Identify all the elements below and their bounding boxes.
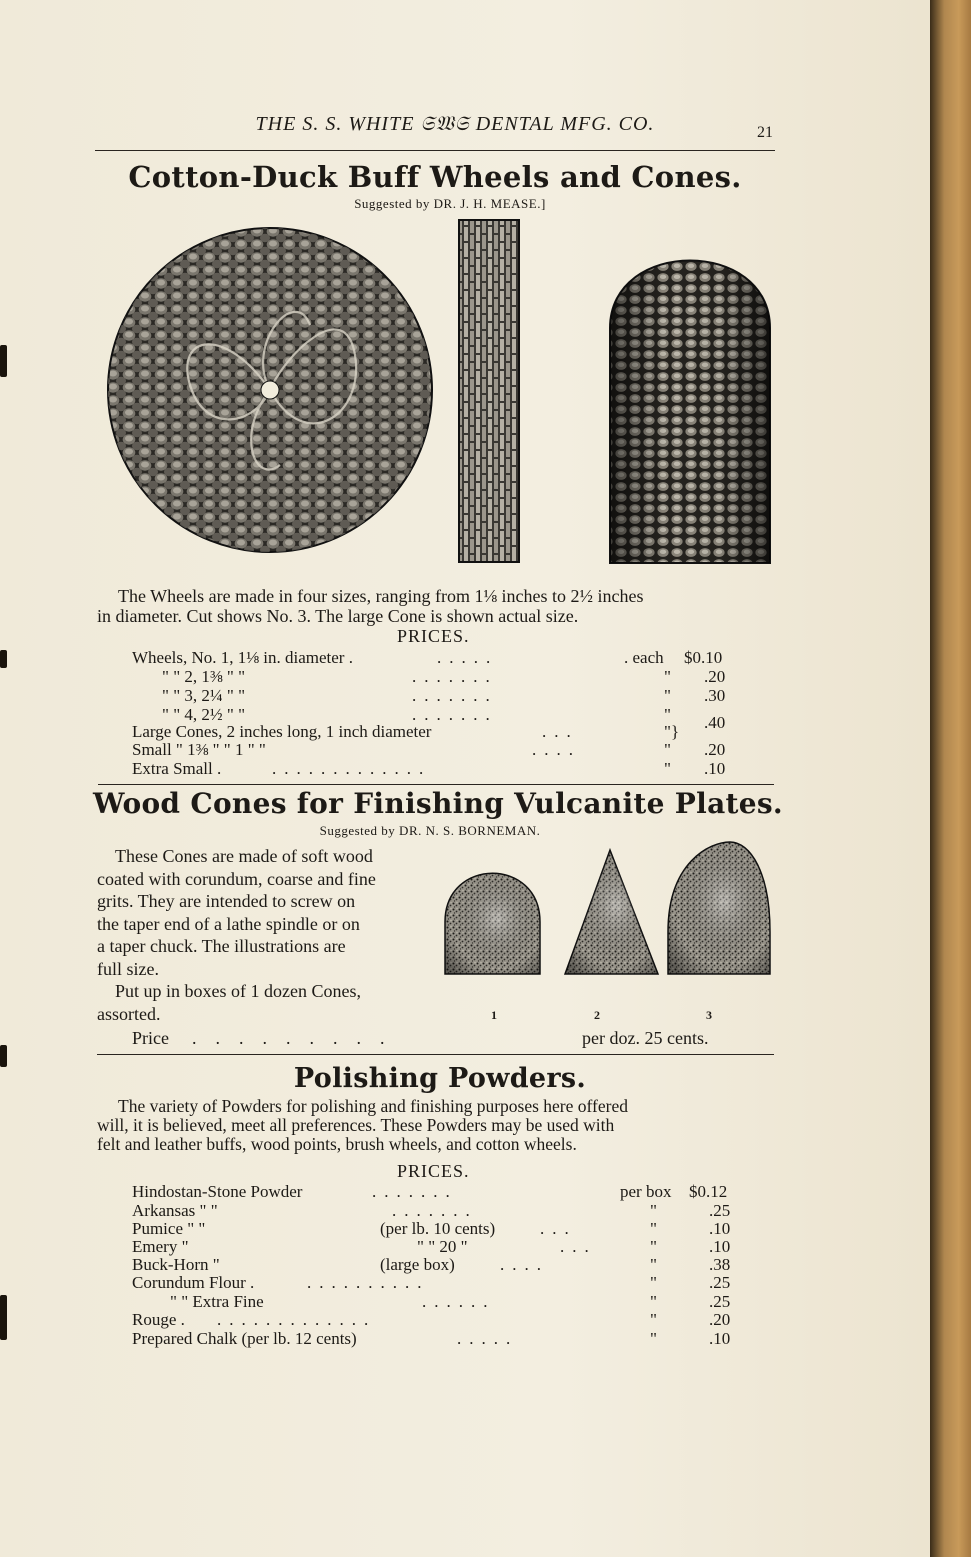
leader-dots: ............. bbox=[217, 1310, 377, 1329]
description-line: Put up in boxes of 1 dozen Cones, bbox=[115, 981, 361, 1001]
item-name: " " 4, 2½ " " bbox=[162, 705, 246, 724]
figure-number-3: 3 bbox=[706, 1008, 712, 1022]
table-row bbox=[132, 740, 742, 759]
unit-label: "} bbox=[664, 722, 680, 741]
description-line: assorted. bbox=[97, 1003, 161, 1024]
price-value: .20 bbox=[704, 667, 726, 686]
price-value: .25 bbox=[709, 1292, 731, 1311]
section-title-powders: Polishing Powders. bbox=[293, 1063, 587, 1094]
leader-dots: ... bbox=[540, 1219, 577, 1238]
table-row bbox=[132, 686, 742, 705]
table-row bbox=[132, 1310, 747, 1329]
powders-description-line-1: The variety of Powders for polishing and finishing purposes here offered bbox=[118, 1096, 628, 1116]
powders-price-table bbox=[132, 1182, 747, 1352]
description-line: coated with corundum, coarse and fine bbox=[97, 868, 376, 889]
leader-dots: ..... bbox=[437, 648, 499, 667]
description-line: a taper chuck. The illustrations are bbox=[97, 936, 346, 956]
table-row bbox=[132, 1237, 747, 1256]
wheels-description-line-1: The Wheels are made in four sizes, ranging from 1⅛ inches to 2½ inches bbox=[118, 586, 644, 606]
unit-label: " bbox=[664, 667, 671, 686]
credit-wood-cones: Suggested by DR. N. S. BORNEMAN. bbox=[319, 823, 541, 838]
unit-label: " bbox=[664, 759, 671, 778]
item-name: Corundum Flour . bbox=[132, 1273, 255, 1292]
page-number: 21 bbox=[757, 124, 773, 141]
item-name: " " 2, 1⅜ " " bbox=[162, 667, 246, 686]
table-row bbox=[132, 1219, 747, 1238]
leader-dots: .... bbox=[500, 1255, 549, 1274]
leader-dots: .... bbox=[532, 740, 581, 759]
price-value: .10 bbox=[704, 759, 726, 778]
table-row bbox=[132, 1292, 747, 1311]
price-value: .10 bbox=[709, 1219, 731, 1238]
item-note: (per lb. 10 cents) bbox=[380, 1219, 496, 1238]
item-name: Wheels, No. 1, 1⅛ in. diameter . bbox=[132, 648, 353, 667]
leader-dots: ....... bbox=[412, 667, 498, 686]
unit-label: " bbox=[650, 1255, 657, 1274]
description-line: grits. They are intended to screw on bbox=[97, 891, 356, 911]
price-value: .30 bbox=[704, 686, 726, 705]
wheels-prices-heading: PRICES. bbox=[397, 626, 470, 646]
section-title-wood-cones: Wood Cones for Finishing Vulcanite Plates. bbox=[93, 787, 783, 820]
buff-wheel-illustration bbox=[105, 225, 435, 565]
binding-mark bbox=[0, 345, 7, 377]
price-value: .20 bbox=[709, 1310, 731, 1329]
table-row bbox=[132, 1329, 747, 1348]
credit-wheels: Suggested by DR. J. H. MEASE.] bbox=[354, 196, 546, 211]
unit-label: " bbox=[664, 740, 671, 759]
item-name: Rouge . bbox=[132, 1310, 185, 1329]
powders-description-line-2: will, it is believed, meet all preferences. These Powders may be used with bbox=[97, 1115, 615, 1135]
section-rule bbox=[98, 784, 774, 785]
section-rule bbox=[97, 1054, 774, 1055]
wood-cones-price-line bbox=[132, 1028, 752, 1050]
table-row bbox=[132, 759, 742, 778]
table-row bbox=[132, 1201, 747, 1220]
wood-cones-description bbox=[97, 845, 432, 1025]
table-row bbox=[132, 1273, 747, 1292]
price-value: .10 bbox=[709, 1237, 731, 1256]
item-name: Arkansas " " bbox=[132, 1201, 218, 1220]
table-row bbox=[132, 667, 742, 686]
header-rule bbox=[95, 150, 775, 151]
item-name: Emery " bbox=[132, 1237, 189, 1256]
leader-dots: .......... bbox=[307, 1273, 430, 1292]
price-value: .40 bbox=[704, 713, 726, 732]
item-name: Large Cones, 2 inches long, 1 inch diameter bbox=[132, 722, 432, 741]
unit-label: " bbox=[650, 1273, 657, 1292]
book-cover-edge bbox=[930, 0, 971, 1557]
item-name: Small " 1⅜ " " 1 " " bbox=[132, 740, 266, 759]
powders-prices-heading: PRICES. bbox=[397, 1161, 470, 1181]
price-value: .25 bbox=[709, 1201, 731, 1220]
description-line: full size. bbox=[97, 958, 159, 979]
figure-number-2: 2 bbox=[594, 1008, 600, 1022]
table-row bbox=[132, 1255, 747, 1274]
wheels-description-line-2: in diameter. Cut shows No. 3. The large Cone is shown actual size. bbox=[97, 606, 579, 626]
item-name: Pumice " " bbox=[132, 1219, 206, 1238]
leader-dots: ......... bbox=[192, 1028, 404, 1048]
table-row bbox=[132, 648, 742, 667]
item-note: " " 20 " bbox=[417, 1237, 468, 1256]
large-cone-illustration bbox=[600, 228, 780, 568]
price-value: per doz. 25 cents. bbox=[582, 1028, 709, 1048]
wheel-edge-illustration bbox=[457, 218, 521, 564]
unit-label: " bbox=[650, 1237, 657, 1256]
description-line: the taper end of a lathe spindle or on bbox=[97, 913, 360, 934]
item-note: (large box) bbox=[380, 1255, 455, 1274]
leader-dots: ....... bbox=[412, 686, 498, 705]
powders-description-line-3: felt and leather buffs, wood points, brush wheels, and cotton wheels. bbox=[97, 1134, 577, 1154]
unit-label: . each bbox=[624, 648, 664, 667]
leader-dots: ....... bbox=[412, 705, 498, 724]
leader-dots: ..... bbox=[457, 1329, 519, 1348]
item-name: Prepared Chalk (per lb. 12 cents) bbox=[132, 1329, 357, 1348]
unit-label: " bbox=[664, 705, 671, 724]
price-value: .10 bbox=[709, 1329, 731, 1348]
wheels-price-table bbox=[132, 648, 742, 783]
item-name: " " Extra Fine bbox=[170, 1292, 264, 1311]
price-value: .38 bbox=[709, 1255, 731, 1274]
binding-mark bbox=[0, 650, 7, 668]
unit-label: " bbox=[650, 1201, 657, 1220]
wood-cones-illustration bbox=[440, 842, 775, 977]
leader-dots: ...... bbox=[422, 1292, 496, 1311]
price-value: $0.12 bbox=[689, 1182, 728, 1201]
unit-label: " bbox=[650, 1329, 657, 1348]
section-title-wheels: Cotton-Duck Buff Wheels and Cones. bbox=[128, 160, 742, 194]
table-row bbox=[132, 1182, 747, 1201]
binding-mark bbox=[0, 1295, 7, 1340]
price-label: Price bbox=[132, 1028, 169, 1048]
leader-dots: ... bbox=[542, 722, 579, 741]
price-value: .20 bbox=[704, 740, 726, 759]
binding-mark bbox=[0, 1045, 7, 1067]
unit-label: " bbox=[664, 686, 671, 705]
unit-label: " bbox=[650, 1310, 657, 1329]
unit-label: per box bbox=[620, 1182, 672, 1201]
leader-dots: ....... bbox=[372, 1182, 458, 1201]
item-name: Buck-Horn " bbox=[132, 1255, 220, 1274]
leader-dots: ... bbox=[560, 1237, 597, 1256]
running-header: THE S. S. WHITE 𝔖𝔚𝔖 DENTAL MFG. CO. bbox=[255, 113, 655, 135]
figure-number-1: 1 bbox=[491, 1008, 497, 1022]
unit-label: " bbox=[650, 1292, 657, 1311]
description-line: These Cones are made of soft wood bbox=[115, 846, 373, 866]
item-name: " " 3, 2¼ " " bbox=[162, 686, 246, 705]
unit-label: " bbox=[650, 1219, 657, 1238]
leader-dots: ....... bbox=[392, 1201, 478, 1220]
item-name: Hindostan-Stone Powder bbox=[132, 1182, 303, 1201]
item-name: Extra Small . bbox=[132, 759, 222, 778]
leader-dots: ............. bbox=[272, 759, 432, 778]
price-value: .25 bbox=[709, 1273, 731, 1292]
price-value: $0.10 bbox=[684, 648, 723, 667]
